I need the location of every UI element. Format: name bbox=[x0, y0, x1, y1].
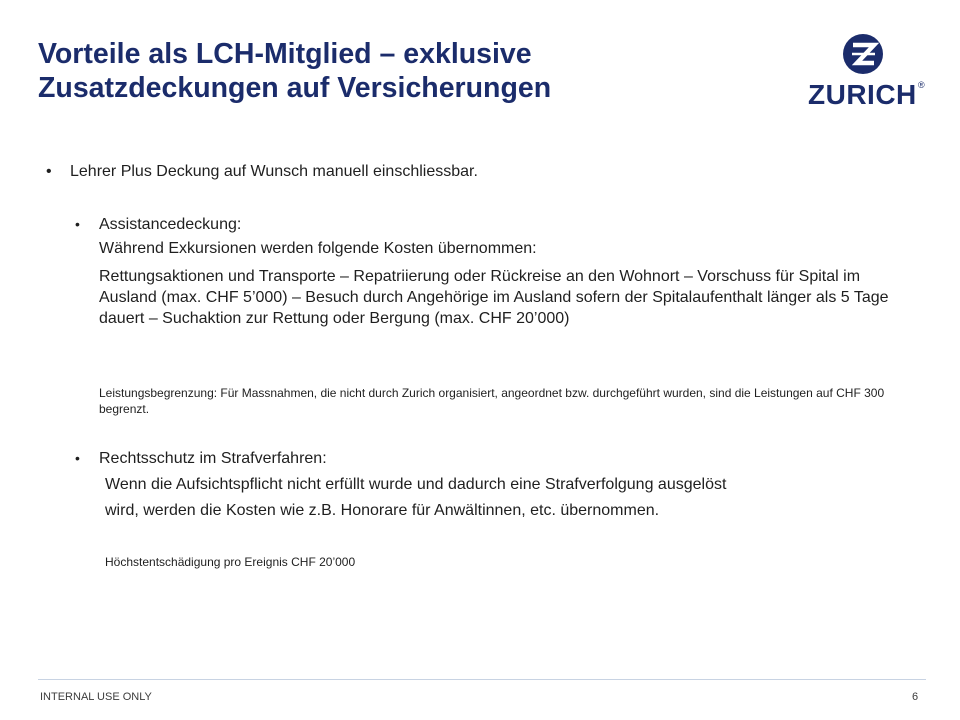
item-lehrer-plus: Lehrer Plus Deckung auf Wunsch manuell einschliessbar. bbox=[70, 163, 478, 180]
footer-label: INTERNAL USE ONLY bbox=[40, 691, 152, 703]
item-assistance-limit: Leistungsbegrenzung: Für Massnahmen, die nicht durch Zurich organisiert, angeordnet bzw. durchgeführt wurden, sind die Leistungen auf CHF 300 begrenzt. bbox=[99, 386, 885, 416]
bullet-3: • bbox=[75, 450, 80, 466]
item-rechtsschutz-heading: Rechtsschutz im Strafverfahren: bbox=[99, 450, 327, 467]
zurich-logo bbox=[808, 32, 928, 112]
item-assistance-line: Während Exkursionen werden folgende Kosten übernommen: bbox=[99, 240, 537, 257]
item-rechtsschutz-line-1: Wenn die Aufsichtspflicht nicht erfüllt wurde und dadurch eine Strafverfolgung ausgelöst bbox=[105, 476, 727, 493]
page-number: 6 bbox=[912, 691, 919, 703]
registered-mark: ® bbox=[918, 80, 925, 90]
item-assistance-paragraph: Rettungsaktionen und Transporte – Repatriierung oder Rückreise an den Wohnort – Vorschuss für Spital im Ausland (max. CHF 5’000) – Besuch durch Angehörige im Ausland sofern der Spitalaufenthalt länger als 5 Tage dauert – Suchaktion zur Rettung oder Bergung (max. CHF 20’000) bbox=[99, 268, 889, 327]
item-assistance-heading: Assistancedeckung: bbox=[99, 216, 242, 233]
item-rechtsschutz-line-2: wird, werden die Kosten wie z.B. Honorare für Anwältinnen, etc. übernommen. bbox=[105, 502, 660, 519]
bullet-2: • bbox=[75, 216, 80, 232]
logo-wordmark: ZURICH bbox=[808, 79, 917, 110]
item-rechtsschutz-limit: Höchstentschädigung pro Ereignis CHF 20’000 bbox=[105, 555, 356, 569]
footer-divider bbox=[38, 679, 926, 680]
bullet-1: • bbox=[46, 163, 52, 180]
zurich-z-emblem-icon bbox=[808, 32, 928, 78]
slide-title: Vorteile als LCH-Mitglied – exklusive Zusatzdeckungen auf Versicherungen bbox=[38, 38, 552, 104]
